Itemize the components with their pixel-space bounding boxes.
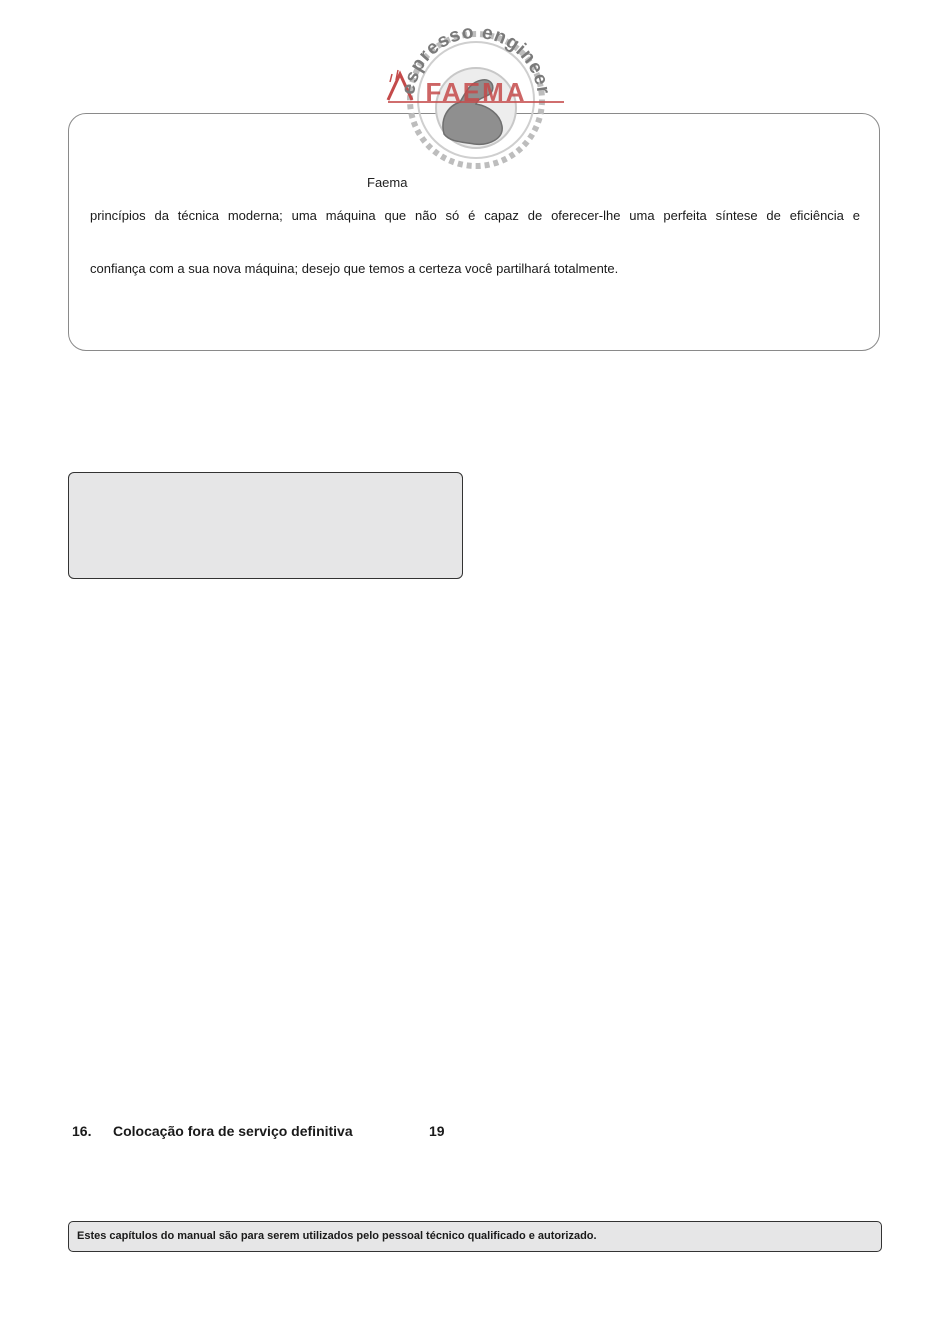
logo-brand-text: FAEMA	[425, 77, 527, 107]
qualified-personnel-notice	[68, 1221, 882, 1252]
toc-entry-title: Colocação fora de serviço definitiva	[113, 1123, 353, 1139]
intro-line-2: confiança com a sua nova máquina; desejo que temos a certeza você partilhará totalmente.	[90, 261, 619, 276]
flexed-arm-gear-icon	[378, 22, 574, 170]
logo-arc-text: espresso engineer	[398, 22, 554, 97]
intro-line-1: princípios da técnica moderna; uma máquina que não só é capaz de oferecer-lhe uma perfeita síntese de eficiência e	[90, 208, 860, 223]
faema-logo	[378, 22, 574, 170]
notice-text: Estes capítulos do manual são para serem utilizados pelo pessoal técnico qualificado e autorizado.	[77, 1230, 597, 1242]
toc-entry-number: 16.	[72, 1123, 92, 1139]
toc-entry-page: 19	[429, 1123, 445, 1139]
grey-info-panel	[68, 472, 463, 579]
intro-heading: Faema	[367, 175, 408, 190]
